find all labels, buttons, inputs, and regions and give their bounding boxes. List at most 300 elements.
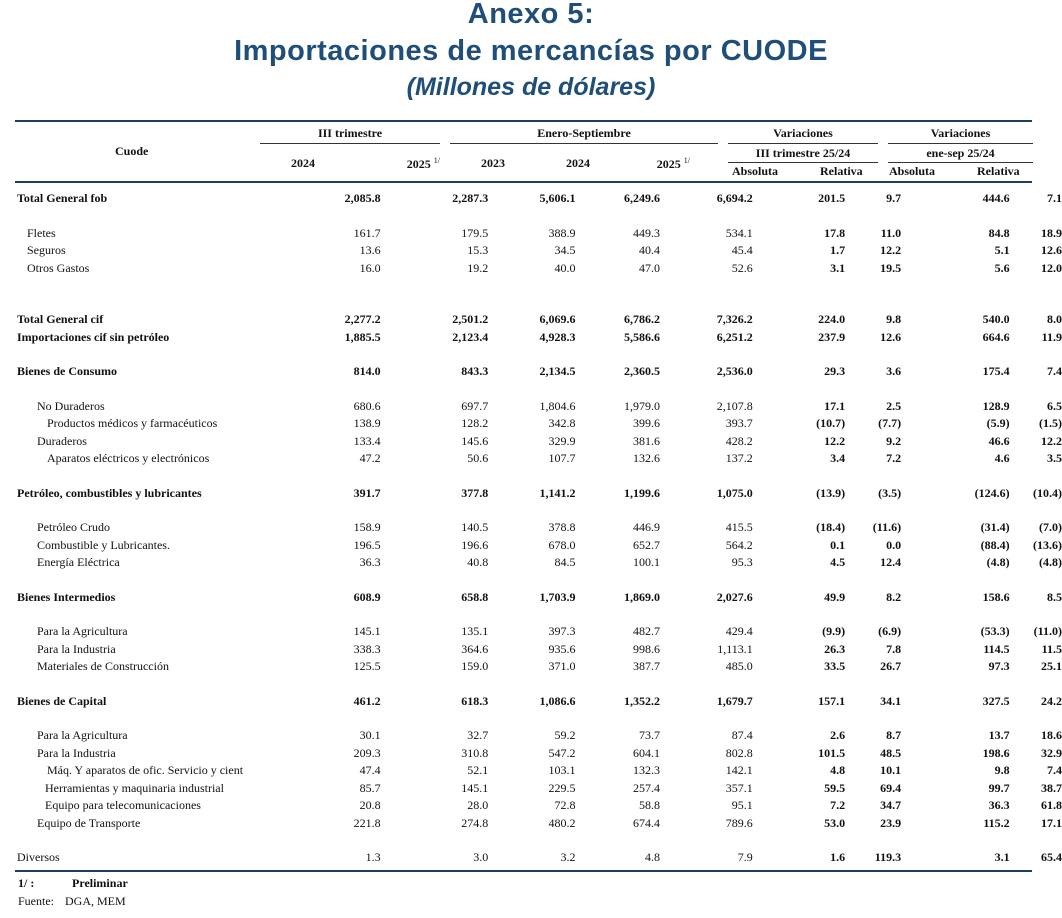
- cell-value: 789.6: [725, 815, 753, 830]
- cell-value: 310.8: [461, 745, 489, 760]
- spacer-row: [17, 676, 1062, 693]
- cell-value: 5.6: [994, 260, 1010, 275]
- row-label: Seguros: [27, 243, 66, 257]
- header-divider: [728, 162, 878, 163]
- cell-value: 19.2: [467, 260, 489, 275]
- cell-value: 229.5: [548, 780, 576, 795]
- cell-value: 1,075.0: [716, 485, 753, 500]
- table-row: [17, 485, 1062, 503]
- cell-value: 697.7: [461, 398, 489, 413]
- cell-value: 2.6: [830, 728, 846, 742]
- cell-value: 3.5: [1047, 451, 1062, 465]
- cell-value: 158.6: [982, 589, 1010, 604]
- cell-value: 10.1: [880, 763, 902, 777]
- cell-value: 11.0: [880, 225, 902, 240]
- cell-value: (4.8): [1039, 555, 1062, 569]
- cell-value: 1,869.0: [623, 589, 660, 604]
- cell-value: 658.8: [461, 589, 489, 604]
- table-row: [17, 519, 1062, 537]
- spacer-row: [17, 572, 1062, 589]
- cell-value: 12.2: [824, 433, 846, 448]
- cell-value: 327.5: [982, 693, 1010, 708]
- cell-value: 7.1: [1047, 191, 1062, 205]
- cell-value: 2.5: [886, 398, 902, 413]
- row-label: Importaciones cif sin petróleo: [17, 329, 170, 344]
- cell-value: 8.0: [1047, 312, 1062, 326]
- cell-value: 132.6: [632, 451, 660, 465]
- cell-value: 5.1: [994, 243, 1010, 257]
- cell-value: 8.5: [1047, 589, 1062, 604]
- cell-value: 7.4: [1047, 364, 1062, 378]
- cell-value: 114.5: [983, 641, 1010, 656]
- cell-value: 40.0: [554, 260, 576, 275]
- cell-value: (5.9): [986, 416, 1010, 430]
- table-row: [17, 589, 1062, 607]
- cell-value: 38.7: [1041, 780, 1062, 795]
- cell-value: 4.6: [994, 451, 1010, 465]
- cell-value: 393.7: [725, 416, 753, 430]
- cell-value: 429.4: [725, 624, 753, 638]
- row-label: Para la Agricultura: [37, 624, 128, 638]
- cell-value: 9.7: [886, 191, 902, 205]
- cell-value: 179.5: [461, 225, 489, 240]
- cell-value: 388.9: [548, 225, 576, 240]
- cell-value: 446.9: [632, 520, 660, 534]
- cell-value: 9.8: [994, 763, 1010, 777]
- spacer-row: [17, 468, 1062, 485]
- cell-value: 12.6: [1041, 243, 1062, 257]
- row-label: Herramientas y maquinaria industrial: [45, 780, 224, 795]
- cell-value: 534.1: [725, 225, 753, 240]
- row-label: Energía Eléctrica: [37, 555, 120, 569]
- cell-value: 34.1: [880, 693, 902, 708]
- source-text: DGA, MEM: [65, 894, 126, 908]
- cell-value: 198.6: [982, 745, 1010, 760]
- cell-value: 65.4: [1041, 850, 1062, 864]
- cell-value: 1,885.5: [344, 329, 381, 344]
- cell-value: 36.3: [359, 555, 381, 569]
- cell-value: 0.1: [830, 537, 846, 552]
- cell-value: 7,326.2: [716, 312, 753, 326]
- row-label: Bienes de Capital: [17, 693, 107, 708]
- cell-value: 36.3: [988, 798, 1010, 812]
- cell-value: 449.3: [632, 225, 660, 240]
- header-var-period-2: ene-sep 25/24: [926, 146, 995, 160]
- footnote-key: 1/ :: [18, 876, 35, 890]
- table-row: [17, 623, 1062, 641]
- cell-value: 364.6: [461, 641, 489, 656]
- cell-value: 61.8: [1041, 798, 1062, 812]
- cell-value: 814.0: [353, 364, 381, 378]
- cell-value: 7.4: [1047, 763, 1062, 777]
- table-row: [17, 311, 1062, 329]
- cell-value: 843.3: [461, 364, 489, 378]
- cell-value: 69.4: [880, 780, 902, 795]
- cell-value: 20.8: [359, 798, 381, 812]
- table-row: [17, 260, 1062, 278]
- header-year: 2025 $^{1/}$: [656, 156, 690, 171]
- cell-value: 678.0: [548, 537, 576, 552]
- row-label: Equipo de Transporte: [37, 815, 141, 830]
- cell-value: 7.2: [886, 451, 902, 465]
- row-label: Petróleo Crudo: [37, 520, 110, 534]
- cell-value: 652.7: [632, 537, 660, 552]
- row-label: Otros Gastos: [27, 260, 90, 275]
- table-row: [17, 762, 1062, 780]
- cell-value: 8.2: [886, 589, 902, 604]
- imports-table: [17, 190, 1062, 867]
- cell-value: 604.1: [632, 745, 660, 760]
- cell-value: 540.0: [982, 312, 1010, 326]
- table-row: [17, 329, 1062, 347]
- cell-value: 3.1: [994, 850, 1010, 864]
- cell-value: 608.9: [353, 589, 381, 604]
- cell-value: 49.9: [824, 589, 846, 604]
- cell-value: (4.8): [986, 555, 1010, 569]
- cell-value: 161.7: [353, 225, 381, 240]
- cell-value: 1,804.6: [539, 398, 576, 413]
- cell-value: 461.2: [353, 693, 381, 708]
- cell-value: 101.5: [818, 745, 846, 760]
- cell-value: 12.2: [1041, 433, 1062, 448]
- cell-value: 482.7: [632, 624, 660, 638]
- cell-value: 73.7: [638, 728, 660, 742]
- header-cuode: Cuode: [115, 144, 149, 158]
- table-row: [17, 242, 1062, 260]
- cell-value: 2,123.4: [452, 329, 489, 344]
- cell-value: 40.4: [638, 243, 660, 257]
- header-year: 2023: [481, 156, 505, 170]
- cell-value: (3.5): [878, 485, 902, 500]
- cell-value: 58.8: [638, 798, 660, 812]
- cell-value: (10.7): [816, 416, 846, 430]
- cell-value: 72.8: [554, 798, 576, 812]
- cell-value: 428.2: [725, 433, 753, 448]
- cell-value: 2,027.6: [716, 589, 753, 604]
- row-label: Para la Agricultura: [37, 728, 128, 742]
- cell-value: 11.9: [1041, 329, 1062, 344]
- cell-value: 87.4: [731, 728, 753, 742]
- cell-value: 12.0: [1041, 260, 1062, 275]
- cell-value: 133.4: [353, 433, 381, 448]
- header-iii-trimestre: III trimestre: [317, 126, 383, 140]
- cell-value: 209.3: [353, 745, 381, 760]
- row-label: Máq. Y aparatos de ofic. Servicio y cient: [47, 763, 244, 777]
- cell-value: (7.7): [878, 416, 902, 430]
- cell-value: 224.0: [818, 312, 846, 326]
- cell-value: 342.8: [548, 416, 576, 430]
- source-key: Fuente:: [18, 894, 54, 908]
- cell-value: 47.0: [638, 260, 660, 275]
- table-row: [17, 815, 1062, 833]
- cell-value: 128.9: [982, 398, 1010, 413]
- cell-value: 221.8: [353, 815, 381, 830]
- cell-value: 17.8: [824, 225, 846, 240]
- cell-value: 1,703.9: [539, 589, 576, 604]
- row-label: Para la Industria: [37, 641, 116, 656]
- header-enero-septiembre: Enero-Septiembre: [537, 126, 631, 140]
- cell-value: 6,249.6: [623, 191, 660, 205]
- header-divider: [728, 143, 878, 144]
- cell-value: 11.5: [1041, 641, 1062, 656]
- cell-value: 135.1: [461, 624, 489, 638]
- cell-value: 5,606.1: [539, 191, 576, 205]
- cell-value: 377.8: [461, 485, 489, 500]
- cell-value: 444.6: [982, 191, 1010, 205]
- cell-value: 329.9: [548, 433, 576, 448]
- cell-value: 480.2: [548, 815, 576, 830]
- row-label: Total General fob: [17, 191, 108, 205]
- cell-value: 97.3: [988, 659, 1010, 673]
- cell-value: 664.6: [982, 329, 1010, 344]
- cell-value: (7.0): [1039, 520, 1062, 534]
- table-row: [17, 554, 1062, 572]
- cell-value: 0.0: [886, 537, 902, 552]
- cell-value: 4.8: [644, 850, 660, 864]
- cell-value: 1,352.2: [623, 693, 660, 708]
- cell-value: 32.9: [1041, 745, 1062, 760]
- row-label: Duraderos: [37, 433, 87, 448]
- spacer-row: [17, 294, 1062, 311]
- cell-value: 52.1: [467, 763, 489, 777]
- cell-value: 2,134.5: [539, 364, 576, 378]
- cell-value: 1,199.6: [623, 485, 660, 500]
- cell-value: 2,107.8: [716, 398, 753, 413]
- table-body: [17, 190, 1062, 867]
- cell-value: 175.4: [982, 364, 1010, 378]
- cell-value: 84.8: [988, 225, 1010, 240]
- units-subtitle: (Millones de dólares): [406, 73, 656, 101]
- header-divider: [888, 143, 1033, 144]
- cell-value: 2,360.5: [623, 364, 660, 378]
- cell-value: (6.9): [878, 624, 902, 638]
- cell-value: 28.0: [467, 798, 489, 812]
- cell-value: 3.2: [560, 850, 576, 864]
- table-row: [17, 693, 1062, 711]
- cell-value: 23.9: [880, 815, 902, 830]
- header-year: 2024: [566, 156, 590, 170]
- cell-value: 371.0: [548, 659, 576, 673]
- cell-value: 26.7: [880, 659, 902, 673]
- row-label: Aparatos eléctricos y electrónicos: [47, 451, 210, 465]
- cell-value: 34.7: [880, 798, 902, 812]
- cell-value: 12.4: [880, 555, 902, 569]
- cell-value: 48.5: [880, 745, 902, 760]
- spacer-row: [17, 502, 1062, 519]
- cell-value: (11.6): [872, 520, 902, 534]
- table-row: [17, 658, 1062, 676]
- cell-value: 9.8: [886, 312, 902, 326]
- cell-value: 53.0: [824, 815, 846, 830]
- header-divider: [888, 162, 1033, 163]
- row-label: Bienes de Consumo: [17, 364, 118, 378]
- cell-value: 13.7: [988, 728, 1010, 742]
- spacer-row: [17, 381, 1062, 398]
- spacer-row: [17, 277, 1062, 294]
- cell-value: 95.1: [731, 798, 753, 812]
- cell-value: 142.1: [725, 763, 753, 777]
- cell-value: 45.4: [731, 243, 753, 257]
- row-label: No Duraderos: [37, 398, 105, 413]
- header-year: 2025 $^{1/}$: [406, 156, 440, 171]
- table-row: [17, 225, 1062, 243]
- cell-value: 5,586.6: [623, 329, 660, 344]
- table-row: [17, 363, 1062, 381]
- row-label: Petróleo, combustibles y lubricantes: [17, 485, 202, 500]
- cell-value: 2,085.8: [344, 191, 381, 205]
- cell-value: 25.1: [1041, 659, 1062, 673]
- cell-value: 7.8: [886, 641, 902, 656]
- cell-value: 128.2: [461, 416, 489, 430]
- cell-value: 84.5: [554, 555, 576, 569]
- page-title: Importaciones de mercancías por CUODE: [234, 35, 828, 67]
- spacer-row: [17, 606, 1062, 623]
- row-label: Combustible y Lubricantes.: [37, 537, 170, 552]
- cell-value: 107.7: [548, 451, 576, 465]
- cell-value: 680.6: [353, 398, 381, 413]
- cell-value: 125.5: [353, 659, 381, 673]
- cell-value: 564.2: [725, 537, 753, 552]
- cell-value: (13.6): [1033, 537, 1062, 552]
- cell-value: 26.3: [824, 641, 846, 656]
- cell-value: 7.2: [830, 798, 846, 812]
- header-relativa: Relativa: [820, 164, 863, 178]
- cell-value: 15.3: [467, 243, 489, 257]
- cell-value: 3.0: [473, 850, 489, 864]
- cell-value: 16.0: [359, 260, 381, 275]
- cell-value: 145.6: [461, 433, 489, 448]
- header-absoluta: Absoluta: [732, 164, 779, 178]
- cell-value: 19.5: [880, 260, 902, 275]
- cell-value: 47.4: [359, 763, 381, 777]
- cell-value: 3.1: [830, 260, 846, 275]
- cell-value: 1,979.0: [623, 398, 660, 413]
- cell-value: 4.5: [830, 555, 846, 569]
- header-variaciones-2: Variaciones: [930, 126, 991, 140]
- header-divider: [260, 143, 440, 144]
- cell-value: 357.1: [725, 780, 753, 795]
- cell-value: 119.3: [874, 850, 902, 864]
- cell-value: 159.0: [461, 659, 489, 673]
- cell-value: 30.1: [359, 728, 381, 742]
- cell-value: (124.6): [974, 485, 1010, 500]
- cell-value: 103.1: [548, 763, 576, 777]
- header-var-period-1: III trimestre 25/24: [755, 146, 851, 160]
- cell-value: 52.6: [731, 260, 753, 275]
- cell-value: 29.3: [824, 364, 846, 378]
- cell-value: 13.6: [359, 243, 381, 257]
- row-label: Materiales de Construcción: [37, 659, 169, 673]
- cell-value: 1,679.7: [716, 693, 753, 708]
- cell-value: 618.3: [461, 693, 489, 708]
- cell-value: 378.8: [548, 520, 576, 534]
- cell-value: 391.7: [353, 485, 381, 500]
- cell-value: 6.5: [1047, 398, 1062, 413]
- cell-value: 115.2: [983, 815, 1010, 830]
- cell-value: 802.8: [725, 745, 753, 760]
- cell-value: 59.2: [554, 728, 576, 742]
- cell-value: 18.6: [1041, 728, 1062, 742]
- spacer-row: [17, 832, 1062, 849]
- row-label: Productos médicos y farmacéuticos: [47, 416, 218, 430]
- row-label: Equipo para telecomunicaciones: [45, 798, 201, 812]
- cell-value: 47.2: [359, 451, 381, 465]
- cell-value: 9.2: [886, 433, 902, 448]
- cell-value: 1.3: [365, 850, 381, 864]
- cell-value: 4,928.3: [539, 329, 576, 344]
- row-label: Fletes: [27, 225, 56, 240]
- cell-value: 157.1: [818, 693, 846, 708]
- cell-value: (1.5): [1039, 416, 1062, 430]
- header-relativa: Relativa: [977, 164, 1020, 178]
- cell-value: 201.5: [818, 191, 846, 205]
- cell-value: 1.7: [830, 243, 846, 257]
- cell-value: 1,113.1: [717, 641, 753, 656]
- cell-value: 381.6: [632, 433, 660, 448]
- cell-value: 145.1: [461, 780, 489, 795]
- cell-value: 415.5: [725, 520, 753, 534]
- cell-value: 2,501.2: [452, 312, 489, 326]
- cell-value: (53.3): [980, 624, 1010, 638]
- annex-number: Anexo 5:: [467, 0, 595, 30]
- cell-value: 6,786.2: [623, 312, 660, 326]
- cell-value: 7.9: [737, 850, 753, 864]
- cell-value: 4.8: [830, 763, 846, 777]
- header-year: 2024: [291, 156, 315, 170]
- cell-value: 95.3: [731, 555, 753, 569]
- header-variaciones-1: Variaciones: [773, 126, 833, 140]
- cell-value: 132.3: [632, 763, 660, 777]
- cell-value: 17.1: [1041, 815, 1062, 830]
- cell-value: 6,069.6: [539, 312, 576, 326]
- cell-value: 3.4: [830, 451, 846, 465]
- header-divider: [450, 143, 718, 144]
- cell-value: 40.8: [467, 555, 489, 569]
- cell-value: (10.4): [1033, 485, 1062, 500]
- cell-value: 100.1: [632, 555, 660, 569]
- cell-value: (31.4): [980, 520, 1010, 534]
- cell-value: 257.4: [632, 780, 660, 795]
- spacer-row: [17, 208, 1062, 225]
- table-row: [17, 727, 1062, 745]
- cell-value: 1.6: [830, 850, 846, 864]
- cell-value: 2,287.3: [452, 191, 489, 205]
- cell-value: 12.2: [880, 243, 902, 257]
- cell-value: 158.9: [353, 520, 381, 534]
- cell-value: 674.4: [632, 815, 660, 830]
- cell-value: 85.7: [359, 780, 381, 795]
- cell-value: 485.0: [725, 659, 753, 673]
- cell-value: 24.2: [1041, 693, 1062, 708]
- cell-value: 59.5: [824, 780, 846, 795]
- cell-value: (88.4): [980, 537, 1010, 552]
- row-label: Total General cif: [17, 312, 104, 326]
- cell-value: 140.5: [461, 520, 489, 534]
- cell-value: 99.7: [988, 780, 1010, 795]
- cell-value: 137.2: [725, 451, 753, 465]
- table-top-rule: [15, 120, 1032, 122]
- table-row: [17, 398, 1062, 416]
- cell-value: 46.6: [988, 433, 1010, 448]
- table-row: [17, 415, 1062, 433]
- table-row: [17, 780, 1062, 798]
- row-label: Diversos: [17, 850, 60, 864]
- table-row: [17, 641, 1062, 659]
- table-row: [17, 745, 1062, 763]
- cell-value: 138.9: [353, 416, 381, 430]
- cell-value: 274.8: [461, 815, 489, 830]
- header-absoluta: Absoluta: [889, 164, 936, 178]
